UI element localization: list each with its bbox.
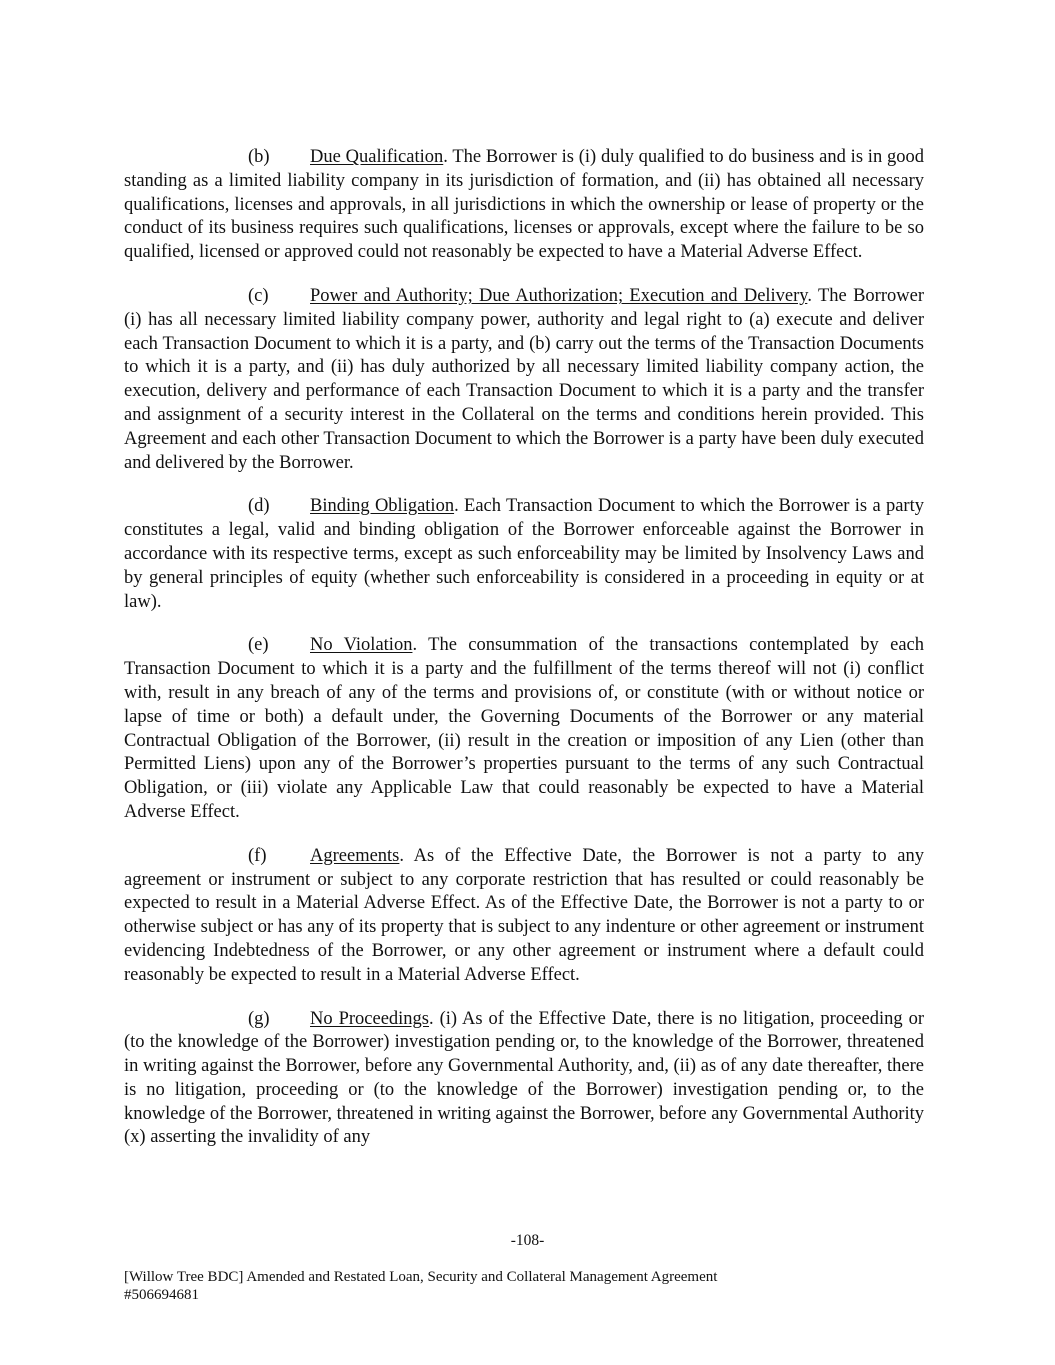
page-number: -108-	[510, 1232, 545, 1249]
paragraph-text: . The consummation of the transactions contemplated by each Transaction Document to which it is a party and the fulfillment of the terms thereof will not (i) conflict with, result in any breach of any of the terms and provisions of, or constitute (with or without notice or lapse of time or both) a default under, the Governing Documents of the Borrower or any material Contractual Obligation of the Borrower, (ii) result in the creation or imposition of any Lien (other than Permitted Liens) upon any of the Borrower’s properties pursuant to the terms of any such Contractual Obligation, or (iii) violate any Applicable Law that could reasonably be expected to have a Material Adverse Effect.	[124, 635, 925, 822]
paragraph-heading: Power and Authority; Due Authorization; Execution and Delivery	[310, 285, 808, 306]
paragraph-g	[124, 1008, 924, 1151]
document-footer	[124, 1268, 717, 1304]
paragraph-number: (f)	[248, 845, 267, 866]
paragraph-d	[124, 495, 924, 614]
paragraph-text: . The Borrower is (i) duly qualified to do business and is in good standing as a limited liability company in its jurisdiction of formation, and (ii) has obtained all necessary qualifications, licenses and approvals, in all jurisdictions in which the ownership or lease of property or the conduct of its business requires such qualifications, licenses or approvals, except where the failure to be so qualified, licensed or approved could not reasonably be expected to have a Material Adverse Effect.	[124, 147, 924, 263]
paragraph-text: . (i) As of the Effective Date, there is no litigation, proceeding or (to the knowledge of the Borrower) investigation pending or, to the knowledge of the Borrower, threatened in writing against the Borrower, before any Governmental Authority, and, (ii) as of any date thereafter, there is no litigation, proceeding or (to the knowledge of the Borrower) investigation pending or, to the knowledge of the Borrower, threatened in writing against the Borrower, before any Governmental Authority (x) asserting the invalidity of any	[124, 1008, 924, 1148]
paragraph-heading: Due Qualification	[310, 147, 444, 167]
document-body	[124, 146, 924, 1170]
paragraph-c	[124, 285, 924, 475]
paragraph-heading: No Violation	[310, 635, 413, 656]
paragraph-number: (b)	[248, 147, 270, 167]
paragraph-heading: Binding Obligation	[310, 496, 455, 517]
paragraph-number: (c)	[248, 285, 269, 306]
footer-doc-id: #506694681	[124, 1287, 199, 1303]
paragraph-f	[124, 845, 924, 988]
paragraph-number: (e)	[248, 635, 269, 656]
footer-title: [Willow Tree BDC] Amended and Restated Loan, Security and Collateral Management Agreement	[124, 1269, 718, 1285]
paragraph-number: (d)	[248, 496, 270, 517]
paragraph-number: (g)	[248, 1008, 270, 1029]
paragraph-heading: Agreements	[310, 845, 400, 866]
paragraph-e	[124, 634, 924, 824]
paragraph-text: . Each Transaction Document to which the Borrower is a party constitutes a legal, valid and binding obligation of the Borrower enforceable against the Borrower in accordance with its respective terms, except as such enforceability may be limited by Insolvency Laws and by general principles of equity (whether such enforceability is considered in a proceeding in equity or at law).	[124, 496, 924, 612]
paragraph-heading: No Proceedings	[310, 1008, 429, 1029]
paragraph-b	[124, 146, 924, 265]
paragraph-text: . The Borrower (i) has all necessary limited liability company power, authority and legal right to (a) execute and deliver each Transaction Document to which it is a party, and (b) carry out the terms of the Transaction Documents to which it is a party, and (ii) has duly authorized by all necessary limited liability company action, the execution, delivery and performance of each Transaction Document to which it is a party and the transfer and assignment of a security interest in the Collateral on the terms and conditions herein provided. This Agreement and each other Transaction Document to which the Borrower is a party have been duly executed and delivered by the Borrower.	[124, 285, 924, 473]
paragraph-text: . As of the Effective Date, the Borrower is not a party to any agreement or instrument or subject to any corporate restriction that has resulted or could reasonably be expected to result in a Material Adverse Effect. As of the Effective Date, the Borrower is not a party to or otherwise subject or has any of its property that is subject to any indenture or other agreement or instrument evidencing Indebtedness of the Borrower, or any other agreement or instrument where a default could reasonably be expected to result in a Material Adverse Effect.	[124, 845, 924, 985]
